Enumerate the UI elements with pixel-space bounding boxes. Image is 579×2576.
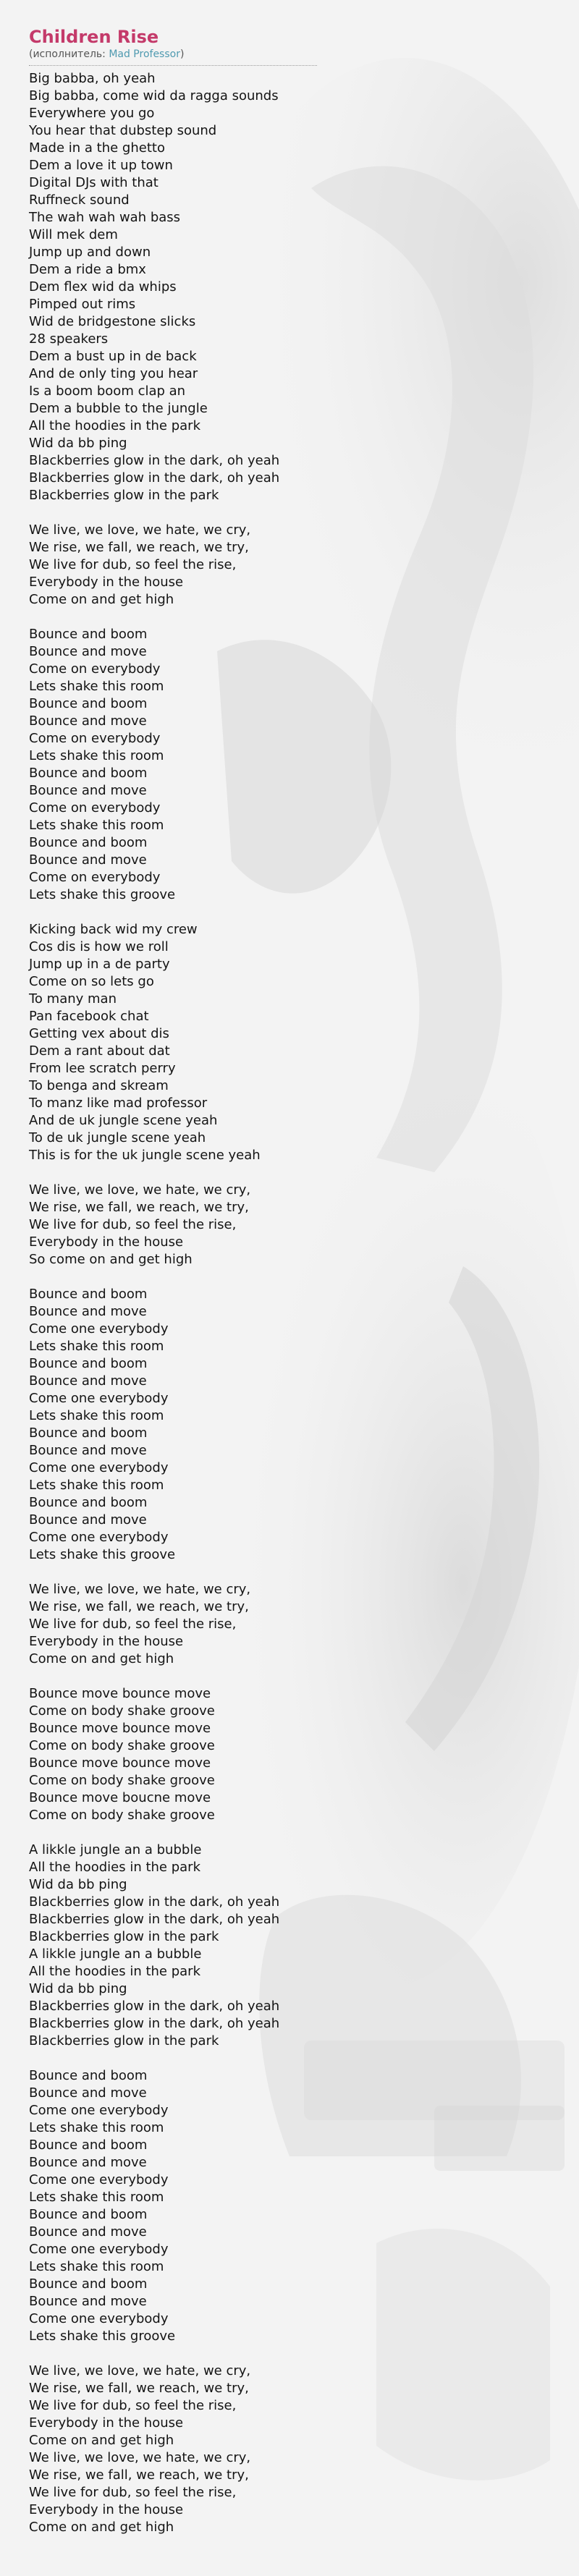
- lyric-line: Come on everybody: [29, 800, 161, 815]
- lyric-line: Come one everybody: [29, 2103, 169, 2118]
- lyric-line: Jump up and down: [29, 245, 151, 260]
- lyrics-text: [29, 70, 550, 2536]
- lyrics-stanza: [29, 921, 550, 1164]
- lyric-line: Everybody in the house: [29, 2502, 184, 2517]
- lyric-line: Everybody in the house: [29, 1234, 184, 1250]
- lyric-line: Come one everybody: [29, 1530, 169, 1545]
- lyric-line: Blackberries glow in the park: [29, 1929, 219, 1944]
- lyric-line: Will mek dem: [29, 227, 118, 242]
- lyric-line: Bounce and boom: [29, 1425, 148, 1441]
- lyric-line: 28 speakers: [29, 331, 109, 347]
- lyric-line: We rise, we fall, we reach, we try,: [29, 2467, 249, 2483]
- lyric-line: Wid da bb ping: [29, 1877, 127, 1892]
- lyric-line: Everybody in the house: [29, 575, 184, 590]
- performer-line: [29, 48, 317, 66]
- lyric-line: Blackberries glow in the dark, oh yeah: [29, 1999, 280, 2014]
- lyric-line: We rise, we fall, we reach, we try,: [29, 1599, 249, 1614]
- lyric-line: We live, we love, we hate, we cry,: [29, 522, 251, 538]
- lyric-line: Lets shake this room: [29, 679, 164, 694]
- lyric-line: Come on and get high: [29, 2433, 174, 2448]
- lyric-line: Everybody in the house: [29, 1634, 184, 1649]
- lyric-line: Bounce and boom: [29, 696, 148, 711]
- lyric-line: We rise, we fall, we reach, we try,: [29, 2381, 249, 2396]
- lyric-line: We live, we love, we hate, we cry,: [29, 1182, 251, 1198]
- lyric-line: All the hoodies in the park: [29, 418, 201, 433]
- lyric-line: We live, we love, we hate, we cry,: [29, 2450, 251, 2465]
- lyric-line: Come on everybody: [29, 731, 161, 746]
- lyric-line: Come on body shake groove: [29, 1808, 215, 1823]
- lyric-line: Come on so lets go: [29, 974, 154, 989]
- lyric-line: Bounce and move: [29, 1443, 147, 1458]
- lyric-line: To benga and skream: [29, 1078, 169, 1093]
- lyrics-stanza: [29, 1286, 550, 1564]
- lyric-line: Bounce and move: [29, 1304, 147, 1319]
- lyric-line: Wid da bb ping: [29, 436, 127, 451]
- lyric-line: We live for dub, so feel the rise,: [29, 557, 237, 572]
- performer-prefix: (исполнитель:: [29, 48, 109, 60]
- lyric-line: We live for dub, so feel the rise,: [29, 1617, 237, 1632]
- lyric-line: Lets shake this groove: [29, 1547, 176, 1562]
- lyric-line: Lets shake this room: [29, 1478, 164, 1493]
- lyric-line: Everybody in the house: [29, 2415, 184, 2431]
- lyric-line: Dem a ride a bmx: [29, 262, 146, 277]
- lyrics-stanza: [29, 1842, 550, 2050]
- lyrics-container: [29, 26, 550, 2554]
- lyric-line: We live, we love, we hate, we cry,: [29, 2363, 251, 2378]
- lyric-line: To many man: [29, 991, 117, 1007]
- lyrics-stanza: [29, 1182, 550, 1268]
- lyric-line: Come one everybody: [29, 2242, 169, 2257]
- lyric-line: Is a boom boom clap an: [29, 384, 186, 399]
- lyric-line: Come on body shake groove: [29, 1773, 215, 1788]
- song-title: Children Rise: [29, 27, 159, 47]
- lyric-line: Dem a bust up in de back: [29, 349, 197, 364]
- lyric-line: Big babba, come wid da ragga sounds: [29, 88, 279, 103]
- lyric-line: From lee scratch perry: [29, 1061, 176, 1076]
- lyric-line: Come on body shake groove: [29, 1738, 215, 1753]
- lyric-line: Bounce move bounce move: [29, 1755, 211, 1771]
- lyric-line: This is for the uk jungle scene yeah: [29, 1148, 261, 1163]
- lyric-line: Blackberries glow in the park: [29, 488, 219, 503]
- performer-link[interactable]: Mad Professor: [109, 48, 180, 60]
- lyric-line: Lets shake this room: [29, 818, 164, 833]
- lyric-line: Bounce move bounce move: [29, 1721, 211, 1736]
- lyric-line: Lets shake this room: [29, 2259, 164, 2274]
- lyric-line: Come one everybody: [29, 1321, 169, 1336]
- lyric-line: Dem a love it up town: [29, 158, 173, 173]
- lyric-line: We live for dub, so feel the rise,: [29, 1217, 237, 1232]
- lyric-line: And de only ting you hear: [29, 366, 198, 381]
- lyric-line: Bounce and boom: [29, 1495, 148, 1510]
- lyric-line: A likkle jungle an a bubble: [29, 1946, 202, 1962]
- lyric-line: Lets shake this groove: [29, 887, 176, 902]
- lyrics-stanza: [29, 2067, 550, 2345]
- lyric-line: Digital DJs with that: [29, 175, 159, 190]
- lyric-line: Blackberries glow in the park: [29, 2033, 219, 2048]
- lyric-line: Come one everybody: [29, 1391, 169, 1406]
- lyric-line: Bounce and move: [29, 783, 147, 798]
- lyric-line: Lets shake this groove: [29, 2329, 176, 2344]
- lyric-line: Bounce and boom: [29, 627, 148, 642]
- lyric-line: Big babba, oh yeah: [29, 71, 156, 86]
- lyric-line: Blackberries glow in the dark, oh yeah: [29, 470, 280, 486]
- lyric-line: To de uk jungle scene yeah: [29, 1130, 206, 1145]
- lyric-line: All the hoodies in the park: [29, 1860, 201, 1875]
- lyric-line: Come one everybody: [29, 2172, 169, 2187]
- lyric-line: Getting vex about dis: [29, 1026, 169, 1041]
- lyric-line: Bounce and boom: [29, 1287, 148, 1302]
- lyric-line: Bounce and move: [29, 2224, 147, 2240]
- lyric-line: Lets shake this room: [29, 2120, 164, 2135]
- lyric-line: Bounce and move: [29, 1373, 147, 1389]
- lyric-line: Blackberries glow in the dark, oh yeah: [29, 453, 280, 468]
- lyrics-stanza: [29, 522, 550, 609]
- lyric-line: Bounce and move: [29, 2294, 147, 2309]
- lyrics-stanza: [29, 70, 550, 504]
- lyric-line: Dem a bubble to the jungle: [29, 401, 208, 416]
- lyric-line: Bounce and boom: [29, 766, 148, 781]
- lyric-line: And de uk jungle scene yeah: [29, 1113, 218, 1128]
- lyric-line: Bounce and move: [29, 2085, 147, 2101]
- lyric-line: Come on and get high: [29, 2520, 174, 2535]
- lyric-line: Bounce and move: [29, 713, 147, 729]
- lyric-line: Lets shake this room: [29, 2190, 164, 2205]
- lyric-line: Jump up in a de party: [29, 957, 170, 972]
- lyric-line: Everywhere you go: [29, 106, 155, 121]
- lyrics-stanza: [29, 626, 550, 904]
- lyric-line: The wah wah wah bass: [29, 210, 181, 225]
- lyric-line: You hear that dubstep sound: [29, 123, 217, 138]
- lyric-line: Ruffneck sound: [29, 192, 130, 208]
- lyric-line: To manz like mad professor: [29, 1096, 208, 1111]
- lyric-line: Come one everybody: [29, 2311, 169, 2326]
- lyrics-stanza: [29, 2363, 550, 2536]
- lyric-line: We rise, we fall, we reach, we try,: [29, 540, 249, 555]
- lyric-line: Cos dis is how we roll: [29, 939, 169, 954]
- lyric-line: We live for dub, so feel the rise,: [29, 2485, 237, 2500]
- lyric-line: Kicking back wid my crew: [29, 922, 198, 937]
- lyric-line: Bounce and boom: [29, 2138, 148, 2153]
- lyric-line: We live for dub, so feel the rise,: [29, 2398, 237, 2413]
- lyric-line: Made in a the ghetto: [29, 140, 165, 156]
- lyric-line: All the hoodies in the park: [29, 1964, 201, 1979]
- lyric-line: Come on and get high: [29, 1651, 174, 1666]
- lyric-line: We rise, we fall, we reach, we try,: [29, 1200, 249, 1215]
- lyric-line: Dem a rant about dat: [29, 1043, 170, 1059]
- lyric-line: Come on everybody: [29, 661, 161, 677]
- lyric-line: Bounce and move: [29, 852, 147, 868]
- lyric-line: So come on and get high: [29, 1252, 193, 1267]
- lyric-line: Blackberries glow in the dark, oh yeah: [29, 1912, 280, 1927]
- lyric-line: Bounce and boom: [29, 2068, 148, 2083]
- lyric-line: Pan facebook chat: [29, 1009, 149, 1024]
- lyric-line: Lets shake this room: [29, 1339, 164, 1354]
- lyrics-stanza: [29, 1685, 550, 1824]
- lyric-line: Bounce move bounce move: [29, 1686, 211, 1701]
- lyric-line: Come one everybody: [29, 1460, 169, 1475]
- lyric-line: We live, we love, we hate, we cry,: [29, 1582, 251, 1597]
- lyric-line: Come on body shake groove: [29, 1703, 215, 1719]
- lyric-line: Bounce and boom: [29, 1356, 148, 1371]
- lyric-line: Bounce move boucne move: [29, 1790, 211, 1805]
- lyric-line: Bounce and move: [29, 644, 147, 659]
- lyric-line: Wid da bb ping: [29, 1981, 127, 1996]
- lyric-line: Bounce and move: [29, 1512, 147, 1528]
- lyric-line: Bounce and move: [29, 2155, 147, 2170]
- lyric-line: Pimped out rims: [29, 297, 136, 312]
- lyric-line: Wid de bridgestone slicks: [29, 314, 196, 329]
- lyric-line: Dem flex wid da whips: [29, 279, 177, 295]
- lyric-line: Come on and get high: [29, 592, 174, 607]
- lyric-line: Blackberries glow in the dark, oh yeah: [29, 2016, 280, 2031]
- lyric-line: Bounce and boom: [29, 2276, 148, 2292]
- performer-suffix: ): [179, 48, 185, 60]
- lyric-line: A likkle jungle an a bubble: [29, 1842, 202, 1857]
- lyric-line: Blackberries glow in the dark, oh yeah: [29, 1894, 280, 1910]
- lyric-line: Lets shake this room: [29, 748, 164, 763]
- lyric-line: Come on everybody: [29, 870, 161, 885]
- lyrics-stanza: [29, 1581, 550, 1668]
- lyric-line: Bounce and boom: [29, 835, 148, 850]
- lyric-line: Bounce and boom: [29, 2207, 148, 2222]
- lyric-line: Lets shake this room: [29, 1408, 164, 1423]
